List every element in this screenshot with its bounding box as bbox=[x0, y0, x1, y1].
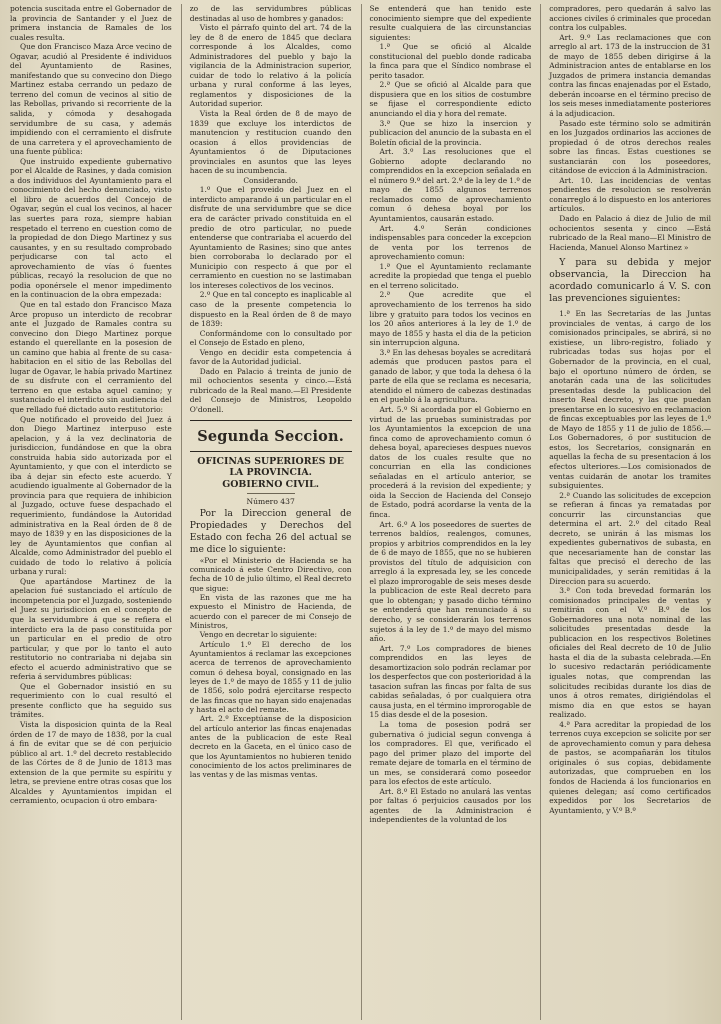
paragraph: Dado en Palacio á diez de Julio de mil ochocientos sesenta y cinco —Está rubricado de la Real mano—El Ministro de Hacienda, Manuel Alonso Martinez » bbox=[549, 214, 711, 252]
paragraph: 1.º Que el proveido del Juez en el interdicto amparando á un particular en el disfrute de una servidumbre que se dice era de carácter privado constituida en el predio de otro particular, no puede entenderse que contrariaba el acuerdo del Ayuntamiento de Rasines; sino que antes bien corroboraba lo declarado por el Municipio con respecto á que por el cerramiento en cuestion no se lastimaban los intereses colectivos de los vecinos. bbox=[189, 185, 352, 290]
paragraph: 2.ª Cuando las solicitudes de excepcion se refieran á fincas ya rematadas por concurrir las circunstancias que determina el art. 2.º del citado Real decreto, se unirán á las mismas los expedientes gubernativos de subasta, en que necesariamente han de constar las faltas que precisó el derecho de las municipalidades, y serán remitidas á la Direccion para su acuerdo. bbox=[549, 490, 711, 586]
paragraph: Que apartándose Martinez de la apelacion fué sustanciado el artículo de incompetencia por el Juzgado, sosteniendo el Juez su jurisdiccion en el concepto de que la servidumbre á que se refiera el interdicto era la de paso constituida por un particular en el predio de otro particular, y que por lo tanto el auto restitutorio no contrariaba ni dejaba sin efecto el acuerdo administrativo que se referia á servidumbres públicas: bbox=[10, 576, 172, 682]
paragraph: Dado en Palacio á treinta de junio de mil ochocientos sesenta y cinco.—Está rubricado de la Real mano.—El Presidente del Consejo de Ministros, Leopoldo O'donell. bbox=[189, 366, 352, 414]
section-title: Segunda Seccion. bbox=[197, 427, 345, 445]
paragraph: 1.ª Que se ofició al Alcalde constitucional del pueblo donde radicaba la finca para que el Síndico nombrase el perito tasador. bbox=[369, 42, 532, 80]
paragraph: En vista de las razones que me ha expuesto el Ministro de Hacienda, de acuerdo con el parecer de mi Consejo de Ministros, bbox=[189, 592, 352, 630]
number-line: Número 437 bbox=[246, 496, 295, 506]
paragraph: Art. 9.º Las reclamaciones que con arreglo al art. 173 de la instruccion de 31 de mayo de 1855 deben dirigirse á la Administracion antes de entablarse en los Juzgados de primera instancia demandas contra las fincas enajenadas por el Estado, deberán incoarse en el término preciso de los seis meses inmediatamente posteriores á la adjudicacion. bbox=[549, 32, 711, 119]
paragraph: Art. 6.º A los poseedores de suertes de terrenos baldíos, realengos, comunes, propios y arbitrios comprendidos en la ley de 6 de mayo de 1855, que no se hubieren provistos del título de adquisicion con arreglo á la expresada ley, se les concede el plazo improrogable de seis meses desde la publicacion de este Real decreto para que lo obtengan; y pasado dicho término se entenderá que han renunciado á su derecho, y se considerarán los terrenos sujetos á la ley de 1.º de mayo del mismo año. bbox=[369, 519, 532, 644]
paragraph: Art. 7.º Los compradores de bienes comprendidos en las leyes de desamortizacion solo podrán reclamar por los desperfectos que con posterioridad á la tasacion sufran las fincas por falta de sus cabidas señaladas, ó por cualquiera otra causa justa, en el término improrogable de 15 dias desde el de la posesion. bbox=[369, 643, 532, 720]
paragraph: Vengo en decidir esta competencia á favor de la Autoridad judicial. bbox=[189, 347, 352, 367]
divider bbox=[247, 493, 295, 494]
government-heading: GOBIERNO CIVIL. bbox=[222, 478, 320, 490]
paragraph: Vista la Real órden de 8 de mayo de 1839 que excluye los interdictos de manutencion y restitucion cuando den ocasion á ellos providencias de Ayuntamientos ó de Diputaciones provinciales en asuntos que las leyes hacen de su incumbencia. bbox=[189, 109, 352, 176]
text-columns bbox=[10, 4, 711, 1020]
paragraph: 3.ª Que se hizo la insercion y publicacion del anuncio de la subasta en el Boletín oficial de la provincia. bbox=[369, 118, 532, 147]
paragraph: 3.ª Con toda brevedad formarán los comisionados principales de ventas y remitirán con el V.º B.º de los Gobernadores una nota nominal de las solicitudes presentadas desde la publicacion en los respectivos Boletines oficiales del Real decreto de 10 de Julio hasta el dia de la subasta celebrada.—En lo sucesivo redactarán periódicamente iguales notas, que comprendan las solicitudes recibidas durante los dias de unos á otros remates, dirigiéndolas el mismo dia en que estos se hayan realizado. bbox=[549, 586, 711, 720]
intro-paragraph: Y para su debida y mejor observancia, la Direccion ha acordado comunicarlo á V. S. con las prevenciones siguientes: bbox=[549, 257, 711, 305]
paragraph: Vista la disposicion quinta de la Real órden de 17 de mayo de 1838, por la cual á fin de evitar que se dé con perjuicio público al art. 1.º del decreto restablecido de las Córtes de 8 de Junio de 1813 mas extension de la que permite su espíritu y letra, se previene entre otras cosas que los Alcaldes y Ayuntamientos impidan el cerramiento, ocupacion ú otro embara- bbox=[10, 720, 172, 806]
paragraph: Conformándome con lo consultado por el Consejo de Estado en pleno, bbox=[189, 328, 352, 348]
paragraph: 4.ª Para acreditar la propiedad de los terrenos cuya excepcion se solicite por ser de aprovechamiento comun y para dehesa de pastos, se acompañarán los títulos originales ó sus copias, debidamente autorizadas, que comprueben en los fondos de Hacienda á los funcionarios en quienes delegan; así como certificados expedidos por los Secretarios de Ayuntamiento, y V.º B.º bbox=[549, 719, 711, 815]
column-3 bbox=[361, 4, 532, 1020]
column-2 bbox=[181, 4, 352, 1020]
paragraph: 3.ª En las dehesas boyales se acreditará además que producen pastos para el ganado de labor, y que toda la dehesa ó la parte de ella que se reclama es necesaria, atendido el número de cabezas destinadas en el pueblo á la agricultura. bbox=[369, 347, 532, 405]
paragraph: 2.º Que en tal concepto es inaplicable al caso de la presente competencia lo dispuesto en la Real órden de 8 de mayo de 1839: bbox=[189, 290, 352, 329]
paragraph: Art. 5.º Si acordada por el Gobierno en virtud de las pruebas suministradas por los Ayuntamientos la excepcion de una finca como de aprovechamiento comun ó dehesa boyal, aparecieses despues nuevos datos de los cuales resulte que no concurrian en ella las condiciones señaladas en el artículo anterior, se procederá á la revision del expediente; y oida la Seccion de Hacienda del Consejo de Estado, podrá acordarse la venta de la finca. bbox=[369, 404, 532, 519]
paragraph: Art. 10. Las incidencias de ventas pendientes de resolucion se resolverán conarreglo á lo dispuesto en los anteriores artículos. bbox=[549, 175, 711, 214]
paragraph: Que el Gobernador insistió en su requerimiento con lo cual resultó el presente conflicto que ha seguido sus trámites. bbox=[10, 681, 172, 720]
paragraph: Por la Direccion general de Propiedades y Derechos del Estado con fecha 26 del actual se me dice lo siguiente: bbox=[189, 507, 352, 555]
paragraph: compradores, pero quedarán á salvo las acciones civiles ó criminales que procedan contra los culpables. bbox=[549, 4, 711, 33]
paragraph: Artículo 1.º El derecho de los Ayuntamientos á reclamar las excepciones acerca de terrenos de aprovechamiento comun ó dehesa boyal, consignado en las leyes de 1.º de mayo de 1855 y 11 de julio de 1856, solo podrá ejercitarse respecto de las fincas que no hayan sido enajenadas y hasta el acto del remate. bbox=[189, 639, 352, 715]
paragraph: 1.ª Que el Ayuntamiento reclamante acredite la propiedad que tenga el pueblo en el terreno solicitado. bbox=[369, 261, 532, 290]
column-4 bbox=[540, 4, 711, 1020]
paragraph: Art. 4.º Serán condiciones indispensables para conceder la excepcion de venta por los terrenos de aprovechamiento comun: bbox=[369, 223, 532, 262]
paragraph: Que don Francisco Maza Arce vecino de Ogavar, acudió al Presidente é individuos del Ayuntamiento de Rasines, manifestando que su convecino don Diego Martinez estaba cerrando un pedazo de terreno del comun de vecinos al sitio de las Rebollas, privando si recorriente de la salida, y cómoda y desahogada servidumbre de su casa, y además impidiendo con el cerramiento el disfrute de una carretera y el aprovechamiento de una fuente pública: bbox=[10, 42, 172, 157]
paragraph: potencia suscitada entre el Gobernador de la provincia de Santander y el Juez de primera instancia de Ramales de los cuales resulta. bbox=[10, 4, 172, 42]
paragraph: Que instruido expediente gubernativo por el Alcalde de Rasines, y dada comision a dos individuos del Ayuntamiento para el conocimiento del hecho denunciado, visto el libro de acuerdos del Concejo de Ogavar, según el cual los vecinos, al hacer las suertes para roza, siempre habian respetado el terreno en cuestion como de la propiedad de don Diego Martinez y sus causantes, y en su resultado comprobado perjudicarse con tal acto el aprovechamiento de vías ó fuentes públicas, recayó la resolucion de que no podia oponérsele el menor impedimento en la continuacion de la obra empezada: bbox=[10, 156, 172, 300]
paragraph: Que en tal estado don Francisco Maza Arce propuso un interdicto de recobrar ante el Juzgado de Ramales contra su convecino don Diego Martinez porque estando el querellante en la posesion de un camino que habia al frente de su casa-habitacion en el sitio de las Rebollas del lugar de Ogavar, le había privado Martinez de su disfrute con el cerramiento del terreno en que estaba aquel camino; y sustanciado el interdicto sin audiencia del que rellado fué dictado auto restitutorio: bbox=[10, 299, 172, 414]
paragraph: Se entenderá que han tenido este conocimiento siempre que del expediente resulte cualquiera de las circunstancias siguientes: bbox=[369, 4, 532, 42]
paragraph: Art. 2.º Exceptúanse de la disposicion del artículo anterior las fincas enajenadas antes de la publicacion de este Real decreto en la Gaceta, en el único caso de que los Ayuntamientos no hubieren tenido conocimiento de los actos preliminares de las ventas y de las mismas ventas. bbox=[189, 714, 352, 780]
considering-heading: Considerando. bbox=[243, 175, 298, 185]
paragraph: Art. 3.º Las resoluciones que el Gobierno adopte declarando no comprendidos en la excepcion señalada en el número 9.º del art. 2.º de la ley de 1.º de mayo de 1855 algunos terrenos reclamados como de aprovechamiento comun ó dehesa boyal por los Ayuntamientos, causarán estado. bbox=[369, 147, 532, 224]
column-1 bbox=[10, 4, 172, 1020]
paragraph: Visto el párrafo quinto del art. 74 de la ley de 8 de enero de 1845 que declara corresponde á los Alcaldes, como Administradores del pueblo y bajo la vigilancia de la Administracion superior, cuidar de todo lo relativo á la policía urbana y rural conforme á las leyes, reglamentos y disposiciones de la Autoridad superior. bbox=[189, 23, 352, 109]
paragraph: zo de las servidumbres públicas destinadas al uso de hombres y ganados: bbox=[189, 4, 352, 23]
paragraph: Que notificado el proveido del Juez á don Diego Martinez interpuso este apelacion, y á la vez declinatoria de jurisdiccion, fundándose en que la obra construida habia sido autorizada por el Ayuntamiento, y que con el interdicto se iba á dejar sin efecto este acuerdo. Y acudiendo igualmente al Gobernador de la provincia para que requiera de inhibicion al Juzgado, octuve fuese despachado el requerimiento, fundándose la Autoridad administrativa en la Real órden de 8 de mayo de 1839 y en las disposiciones de la ley de Ayuntamientos que confian al Alcalde, como Administrador del pueblo el cuidado de todo lo relativo á policía urbana y rural: bbox=[10, 414, 172, 577]
paragraph: Pasado este término solo se admitirán en los Juzgados ordinarios las acciones de propiedad ó de otros derechos reales sobre las fincas. Estas cuestiones se sustanciarán con los poseedores, citándose de eviccion á la Administracion. bbox=[549, 118, 711, 176]
paragraph: Vengo en decretar lo siguiente: bbox=[199, 630, 318, 640]
paragraph: «Por el Ministerio de Hacienda se ha comunicado á este Centro Directivo, con fecha de 10 de julio último, el Real decreto que sigue: bbox=[189, 555, 352, 593]
paragraph: La toma de posesion podrá ser gubernativa ó judicial segun convenga á los compradores. El que, verificado el pago del primer plazo del importe del remate dejare de tomarla en el término de un mes, se considerará como poseedor para los efectos de este artículo. bbox=[369, 720, 532, 787]
offices-heading: OFICINAS SUPERIORES DE LA PROVINCIA. bbox=[197, 455, 344, 478]
paragraph: 1.ª En las Secretarías de las Juntas provinciales de ventas, á cargo de los comisionados principales, se abrirá, si no existiese, un libro-registro, foliado y rubricadas todas sus hojas por el Gobernador de la provincia, en el cual, bajo el oportuno número de órden, se anotarán cada una de las solicitudes presentadas desde la publicacion del inserto Real decreto, y las que puedan presentarse en lo sucesivo en reclamacion de fincas exceptuables por las leyes de 1.º de Mayo de 1855 y 11 de julio de 1856.—Los Gobernadores, ó por sustitucion de estos, los Secretarios, consignarán en aquellas la fecha de su presentacion á los efectos ulteriores.—Los comisionados de ventas cuidarán de anotar los tramites subsiguientes. bbox=[549, 309, 711, 491]
paragraph: 2.ª Que se ofició al Alcalde para que dispusiera que en los sitios de costumbre se fijase el correspondiente edicto anunciando el dia y hora del remate. bbox=[369, 80, 532, 119]
paragraph: 2.ª Que acredite que el aprovechamiento de los terrenos ha sido libre y gratuito para todos los vecinos en los 20 años anteriores á la ley de 1.º de mayo de 1855 y hasta el dia de la peticion sin interrupcion alguna. bbox=[369, 290, 532, 348]
paragraph: Art. 8.º El Estado no anulará las ventas por faltas ó perjuicios causados por los agentes de la Administracion é independientes de la voluntad de los bbox=[369, 786, 532, 825]
section-banner bbox=[190, 420, 352, 452]
